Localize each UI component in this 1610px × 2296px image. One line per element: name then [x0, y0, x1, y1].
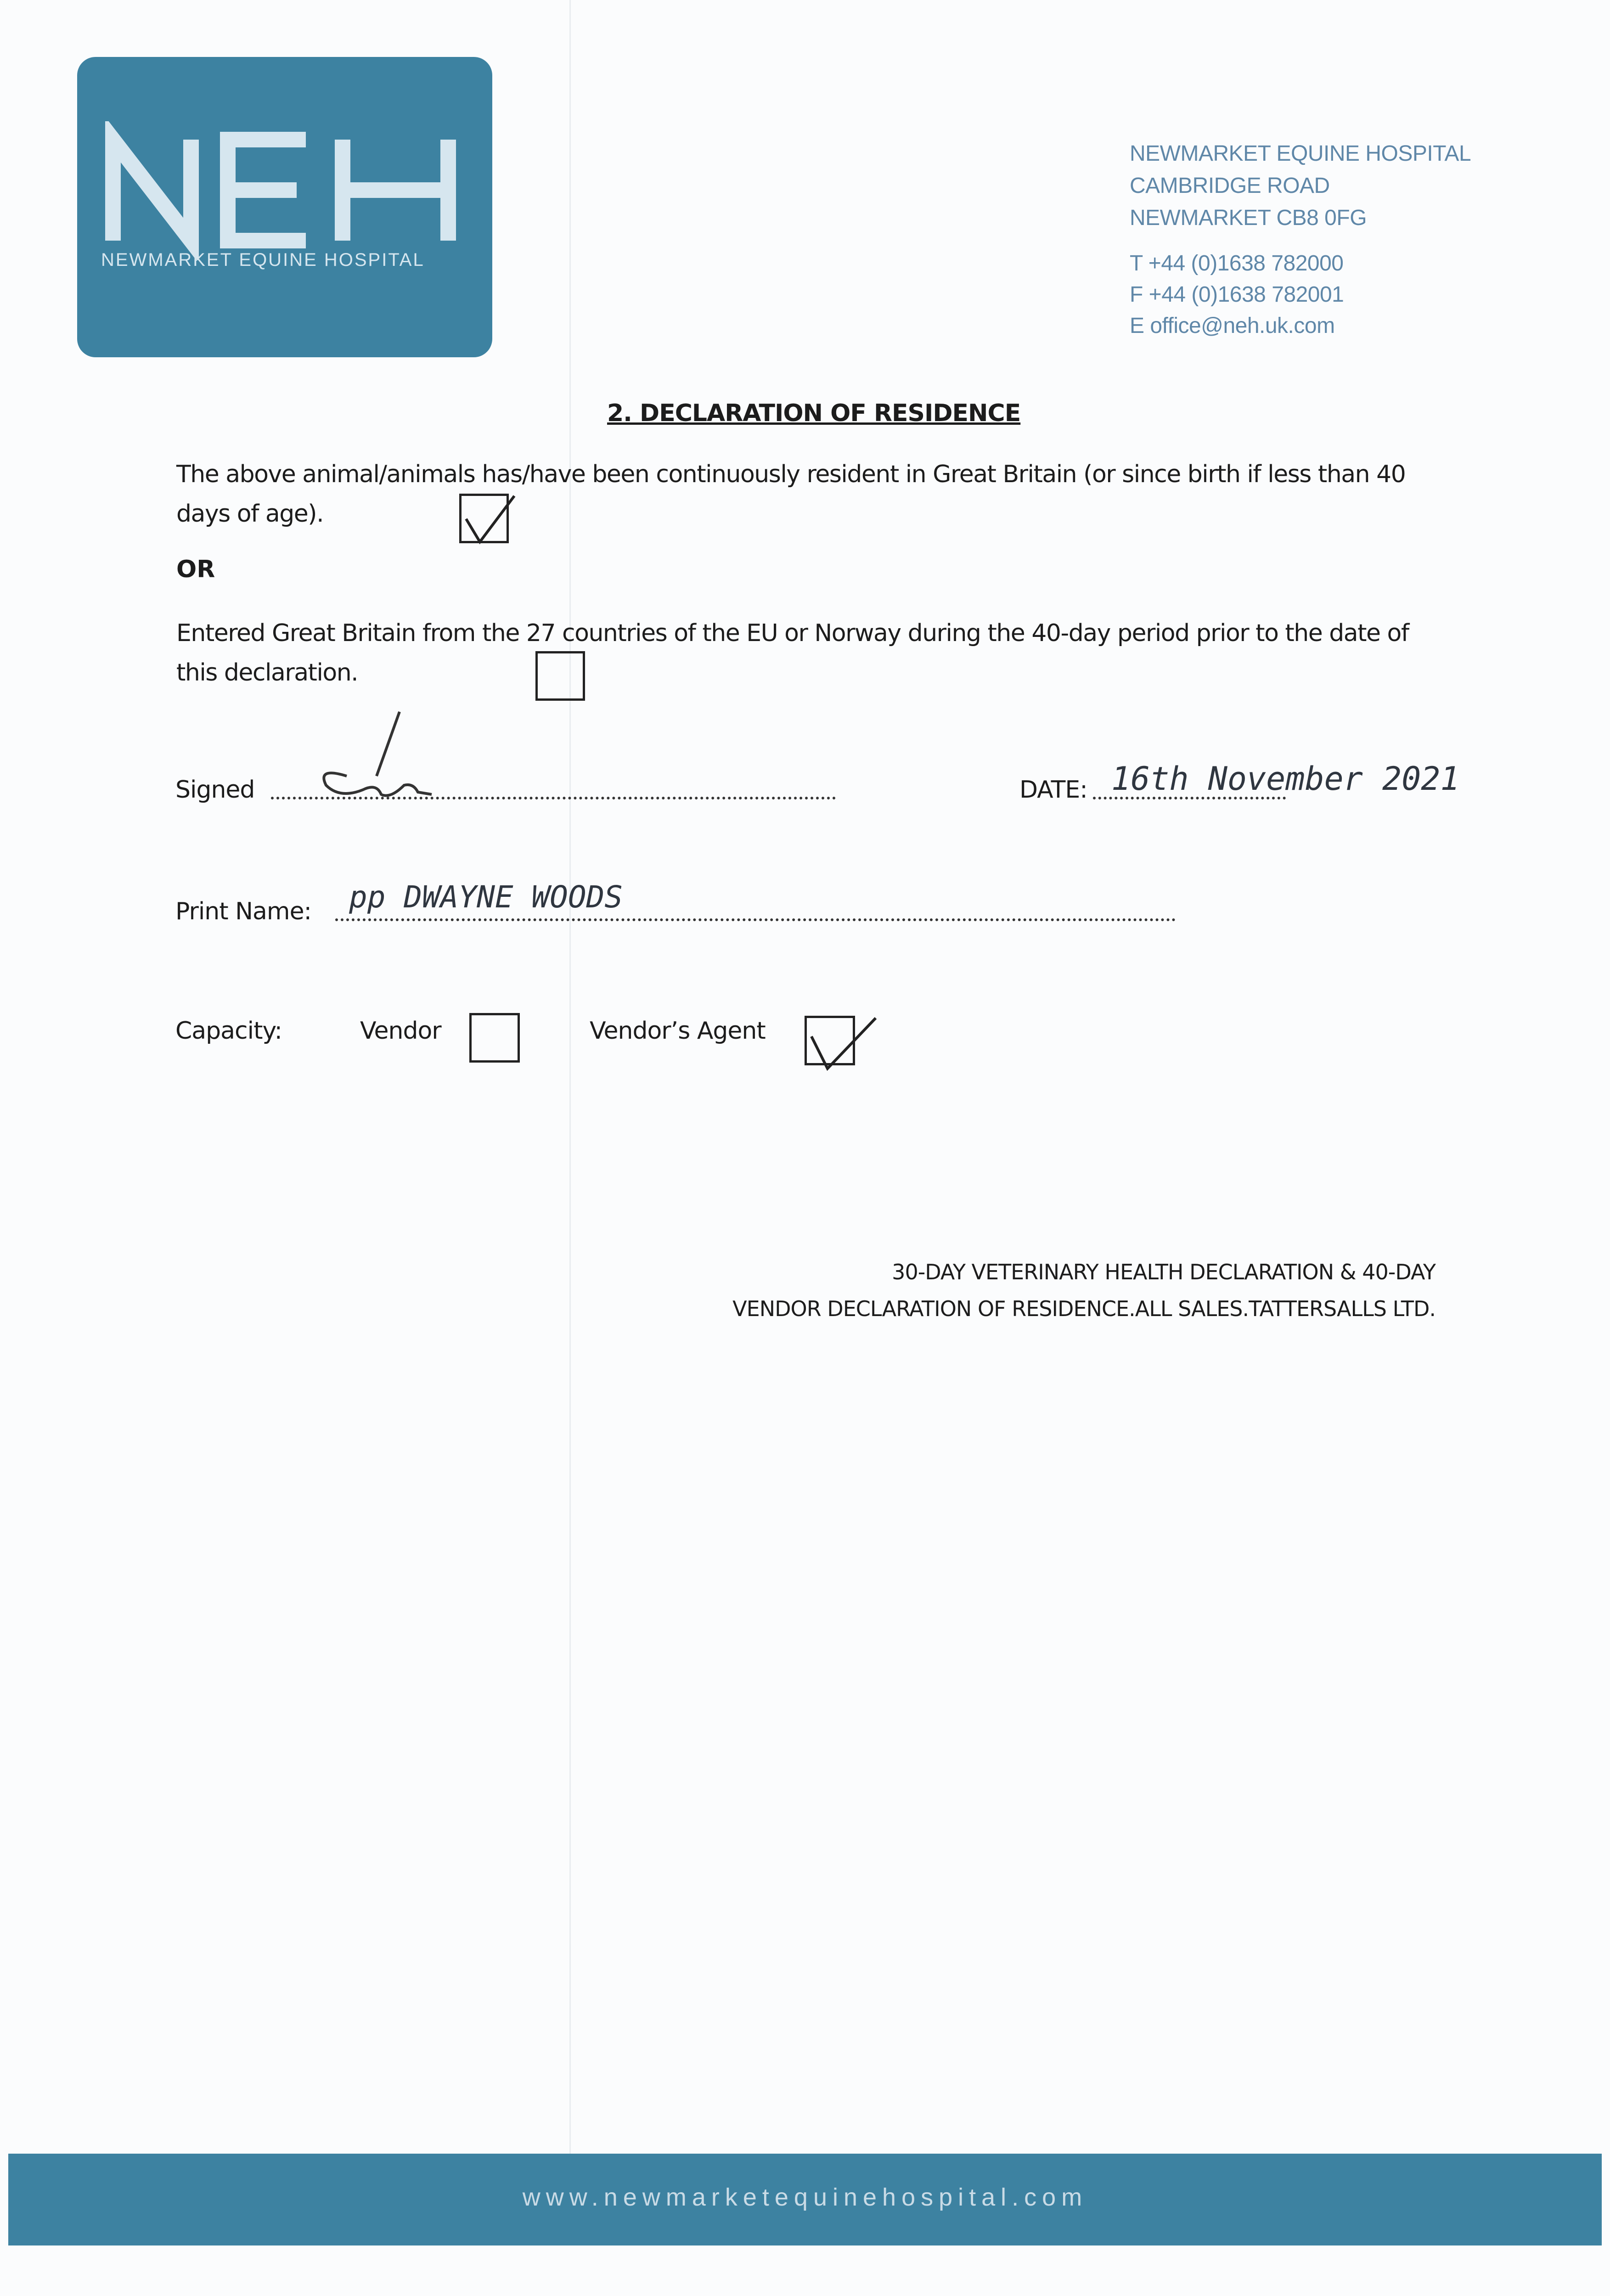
logo-subtitle: NEWMARKET EQUINE HOSPITAL	[101, 250, 425, 270]
hospital-address	[1130, 138, 1471, 342]
or-separator: OR	[176, 556, 215, 583]
reference-line-1: 30-DAY VETERINARY HEALTH DECLARATION & 40-DAY	[892, 1260, 1435, 1284]
residence-option-2-checkbox[interactable]	[535, 651, 585, 701]
date-label: DATE:	[1019, 776, 1087, 804]
address-line: NEWMARKET EQUINE HOSPITAL	[1130, 141, 1471, 166]
vendors-agent-checkbox[interactable]	[805, 1016, 855, 1065]
vendors-agent-label: Vendor’s Agent	[590, 1017, 766, 1045]
residence-option-1-checkbox[interactable]	[459, 494, 509, 543]
footer-bar	[8, 2154, 1602, 2245]
vendor-checkbox[interactable]	[469, 1013, 520, 1063]
address-line: NEWMARKET CB8 0FG	[1130, 206, 1367, 230]
signed-label: Signed	[175, 776, 255, 804]
email-address: E office@neh.uk.com	[1130, 314, 1335, 338]
residence-option-1-text: The above animal/animals has/have been continuously resident in Great Britain (or since birth if less than 40 days of age).	[176, 461, 1406, 528]
reference-line-2: VENDOR DECLARATION OF RESIDENCE.ALL SALES.TATTERSALLS LTD.	[732, 1296, 1435, 1321]
paper-fold-line	[569, 0, 571, 2154]
print-name-value: pp DWAYNE WOODS	[349, 879, 623, 915]
print-name-line	[335, 918, 1176, 921]
print-name-label: Print Name:	[175, 898, 312, 925]
date-value: 16th November 2021	[1111, 760, 1460, 798]
residence-option-2-text: Entered Great Britain from the 27 countries of the EU or Norway during the 40-day period prior to the date of this declaration.	[176, 619, 1409, 687]
vendor-label: Vendor	[360, 1017, 441, 1045]
neh-logo	[77, 57, 492, 357]
handwritten-signature	[308, 707, 445, 813]
document-reference	[732, 1254, 1435, 1327]
section-title: 2. DECLARATION OF RESIDENCE	[607, 400, 1021, 427]
address-line: CAMBRIDGE ROAD	[1130, 174, 1330, 198]
fax-number: F +44 (0)1638 782001	[1130, 282, 1344, 307]
neh-logo-mark	[95, 121, 476, 259]
website-url: www.newmarketequinehospital.com	[522, 2183, 1088, 2211]
check-mark-icon	[802, 1009, 876, 1073]
phone-number: T +44 (0)1638 782000	[1130, 251, 1344, 276]
capacity-label: Capacity:	[175, 1017, 282, 1045]
check-mark-icon	[457, 487, 517, 546]
